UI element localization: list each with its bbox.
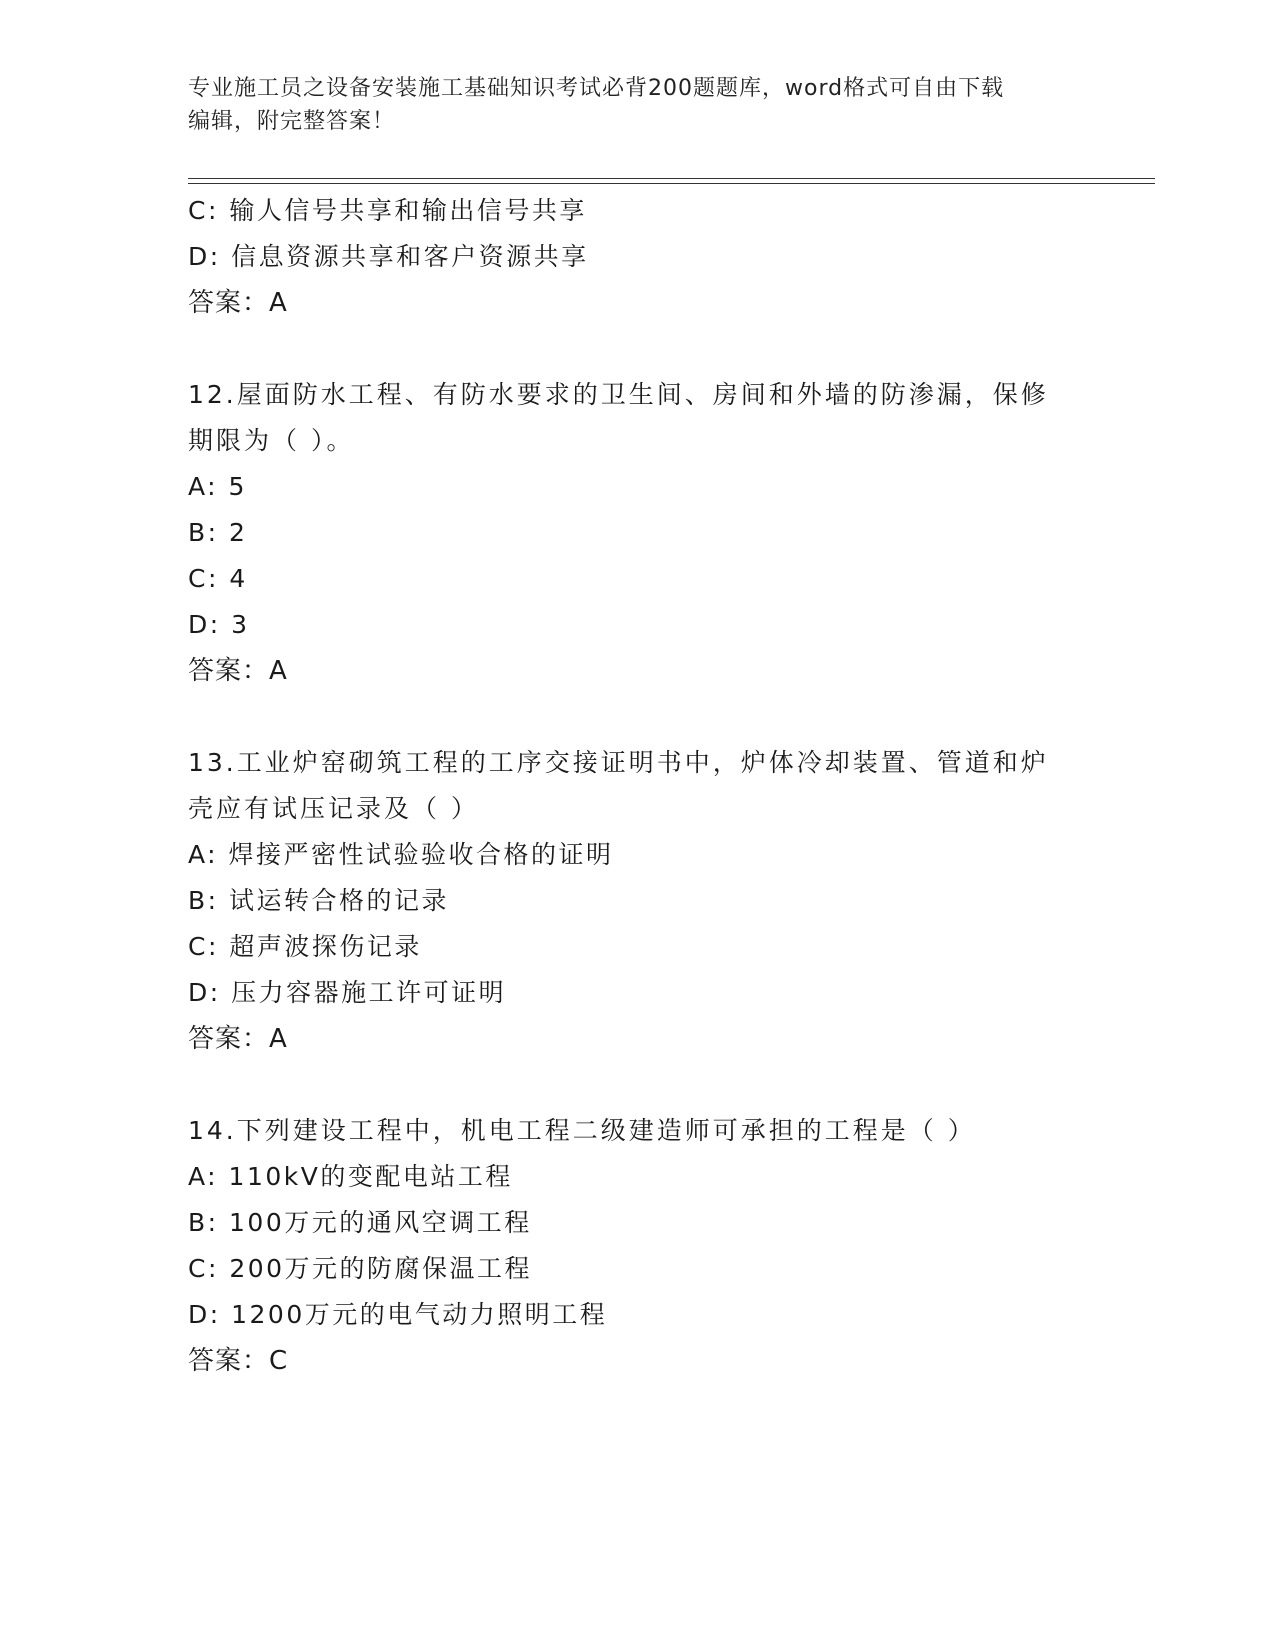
answer-label: 答案：A bbox=[188, 656, 288, 686]
header-title-line1: 专业施工员之设备安装施工基础知识考试必背200题题库，word格式可自由下载 bbox=[188, 76, 1005, 101]
option-b: B: 2 bbox=[188, 518, 248, 547]
header-title-line2: 编辑，附完整答案！ bbox=[188, 109, 396, 134]
header-divider bbox=[188, 178, 1155, 184]
option-d: D: 1200万元的电气动力照明工程 bbox=[188, 1300, 608, 1329]
question-13 bbox=[188, 740, 1088, 1062]
option-b: B: 试运转合格的记录 bbox=[188, 886, 450, 915]
option-c: C: 超声波探伤记录 bbox=[188, 932, 422, 961]
question-stem-line1: 12.屋面防水工程、有防水要求的卫生间、房间和外墙的防渗漏，保修 bbox=[188, 380, 1049, 409]
option-a: A: 5 bbox=[188, 472, 247, 501]
option-b: B: 100万元的通风空调工程 bbox=[188, 1208, 532, 1237]
option-d: D: 压力容器施工许可证明 bbox=[188, 978, 507, 1007]
question-12 bbox=[188, 372, 1088, 694]
spacer bbox=[188, 1062, 1088, 1108]
option-c: C: 输人信号共享和输出信号共享 bbox=[188, 196, 587, 225]
spacer bbox=[188, 326, 1088, 372]
option-d: D: 3 bbox=[188, 610, 250, 639]
option-c: C: 4 bbox=[188, 564, 248, 593]
option-a: A: 焊接严密性试验验收合格的证明 bbox=[188, 840, 614, 869]
question-11-continued bbox=[188, 188, 1088, 326]
question-stem-line1: 14.下列建设工程中，机电工程二级建造师可承担的工程是（ ） bbox=[188, 1116, 976, 1145]
answer-label: 答案：C bbox=[188, 1346, 289, 1376]
option-c: C: 200万元的防腐保温工程 bbox=[188, 1254, 533, 1283]
document-header bbox=[188, 72, 1088, 138]
spacer bbox=[188, 694, 1088, 740]
question-14 bbox=[188, 1108, 1088, 1384]
option-d: D: 信息资源共享和客户资源共享 bbox=[188, 242, 589, 271]
answer-label: 答案：A bbox=[188, 288, 288, 318]
question-stem-line2: 期限为（ ）。 bbox=[188, 426, 355, 455]
question-content bbox=[188, 188, 1088, 1384]
question-stem-line1: 13.工业炉窑砌筑工程的工序交接证明书中，炉体冷却装置、管道和炉 bbox=[188, 748, 1049, 777]
question-stem-line2: 壳应有试压记录及（ ） bbox=[188, 794, 479, 823]
answer-label: 答案：A bbox=[188, 1024, 288, 1054]
option-a: A: 110kV的变配电站工程 bbox=[188, 1162, 513, 1191]
